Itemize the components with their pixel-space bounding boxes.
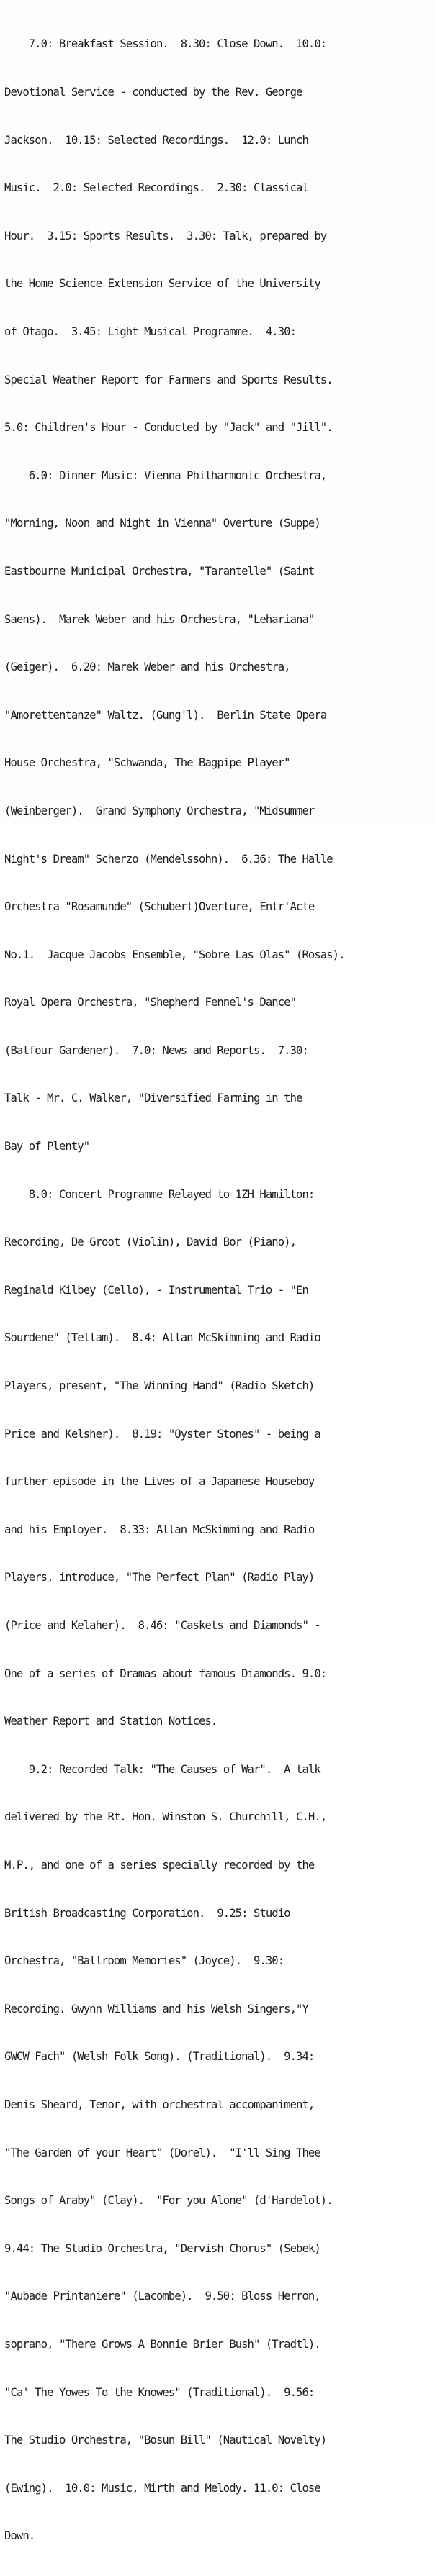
text-line: 7.0: Breakfast Session. 8.30: Close Down. 10.0: (4, 37, 327, 51)
programme-schedule-text (4, 4, 432, 2576)
text-line: House Orchestra, "Schwanda, The Bagpipe Player" (4, 756, 290, 770)
text-line: further episode in the Lives of a Japanese Houseboy (4, 1475, 315, 1489)
text-line: GWCW Fach" (Welsh Folk Song). (Traditional). 9.34: (4, 2050, 315, 2064)
text-line: Orchestra "Rosamunde" (Schubert)Overture, Entr'Acte (4, 900, 315, 914)
text-line: (Weinberger). Grand Symphony Orchestra, "Midsummer (4, 804, 315, 817)
text-line: Recording. Gwynn Williams and his Welsh Singers,"Y (4, 2002, 308, 2015)
text-line: Devotional Service - conducted by the Rev. George (4, 86, 302, 99)
text-line: the Home Science Extension Service of the University (4, 277, 320, 291)
text-line: One of a series of Dramas about famous Diamonds. 9.0: (4, 1666, 327, 1680)
text-line: Hour. 3.15: Sports Results. 3.30: Talk, prepared by (4, 229, 327, 242)
text-line: Denis Sheard, Tenor, with orchestral accompaniment, (4, 2097, 315, 2111)
text-line: British Broadcasting Corporation. 9.25: Studio (4, 1906, 290, 1920)
text-line: "Morning, Noon and Night in Vienna" Overture (Suppe) (4, 517, 320, 530)
text-line: (Ewing). 10.0: Music, Mirth and Melody. 11.0: Close (4, 2481, 320, 2495)
text-line: (Balfour Gardener). 7.0: News and Reports. 7.30: (4, 1043, 308, 1057)
text-line: Reginald Kilbey (Cello), - Instrumental Trio - "En (4, 1283, 308, 1297)
text-line: Special Weather Report for Farmers and Sports Results. (4, 373, 333, 386)
text-line: Talk - Mr. C. Walker, "Diversified Farming in the (4, 1092, 302, 1105)
text-line: 9.2: Recorded Talk: "The Causes of War". A talk (4, 1762, 320, 1776)
text-line: and his Employer. 8.33: Allan McSkimming and Radio (4, 1523, 315, 1536)
text-line: 6.0: Dinner Music: Vienna Philharmonic Orchestra, (4, 468, 327, 482)
text-line: "Amorettentanze" Waltz. (Gung'l). Berlin State Opera (4, 708, 327, 722)
text-line: Down. (4, 2529, 35, 2543)
text-line: Songs of Araby" (Clay). "For you Alone" (d'Hardelot). (4, 2194, 333, 2208)
text-line: (Geiger). 6.20: Marek Weber and his Orchestra, (4, 661, 290, 674)
text-line: Night's Dream" Scherzo (Mendelssohn). 6.36: The Halle (4, 852, 333, 866)
text-line: "Ca' The Yowes To the Knowes" (Traditional). 9.56: (4, 2385, 315, 2399)
text-line: Orchestra, "Ballroom Memories" (Joyce). 9.30: (4, 1954, 284, 1968)
text-line: delivered by the Rt. Hon. Winston S. Churchill, C.H., (4, 1810, 327, 1824)
text-line: Saens). Marek Weber and his Orchestra, "Lehariana" (4, 612, 315, 626)
text-line: 9.44: The Studio Orchestra, "Dervish Chorus" (Sebek) (4, 2241, 320, 2255)
text-line: Weather Report and Station Notices. (4, 1715, 218, 1728)
text-line: Sourdene" (Tellam). 8.4: Allan McSkimming and Radio (4, 1331, 320, 1345)
text-line: 8.0: Concert Programme Relayed to 1ZH Hamilton: (4, 1187, 315, 1201)
text-line: "Aubade Printaniere" (Lacombe). 9.50: Bloss Herron, (4, 2290, 320, 2303)
text-line: soprano, "There Grows A Bonnie Brier Bush" (Tradtl). (4, 2337, 320, 2351)
text-line: (Price and Kelaher). 8.46: "Caskets and Diamonds" - (4, 1619, 320, 1632)
text-line: Players, present, "The Winning Hand" (Radio Sketch) (4, 1379, 315, 1393)
text-line: No.1. Jacque Jacobs Ensemble, "Sobre Las Olas" (Rosas). (4, 948, 345, 961)
text-line: Eastbourne Municipal Orchestra, "Tarantelle" (Saint (4, 564, 315, 578)
text-line: Players, introduce, "The Perfect Plan" (Radio Play) (4, 1571, 315, 1584)
text-line: 5.0: Children's Hour - Conducted by "Jack" and "Jill". (4, 421, 333, 435)
text-line: of Otago. 3.45: Light Musical Programme. 4.30: (4, 325, 297, 338)
text-line: Royal Opera Orchestra, "Shepherd Fennel's Dance" (4, 996, 297, 1010)
text-line: Music. 2.0: Selected Recordings. 2.30: Classical (4, 181, 308, 195)
text-line: Price and Kelsher). 8.19: "Oyster Stones" - being a (4, 1427, 320, 1441)
text-line: "The Garden of your Heart" (Dorel). "I'll Sing Thee (4, 2146, 320, 2159)
text-line: The Studio Orchestra, "Bosun Bill" (Nautical Novelty) (4, 2434, 327, 2447)
text-line: Jackson. 10.15: Selected Recordings. 12.0: Lunch (4, 133, 308, 147)
text-line: M.P., and one of a series specially recorded by the (4, 1858, 315, 1872)
text-line: Bay of Plenty" (4, 1140, 90, 1153)
text-line: Recording, De Groot (Violin), David Bor (Piano), (4, 1235, 297, 1249)
